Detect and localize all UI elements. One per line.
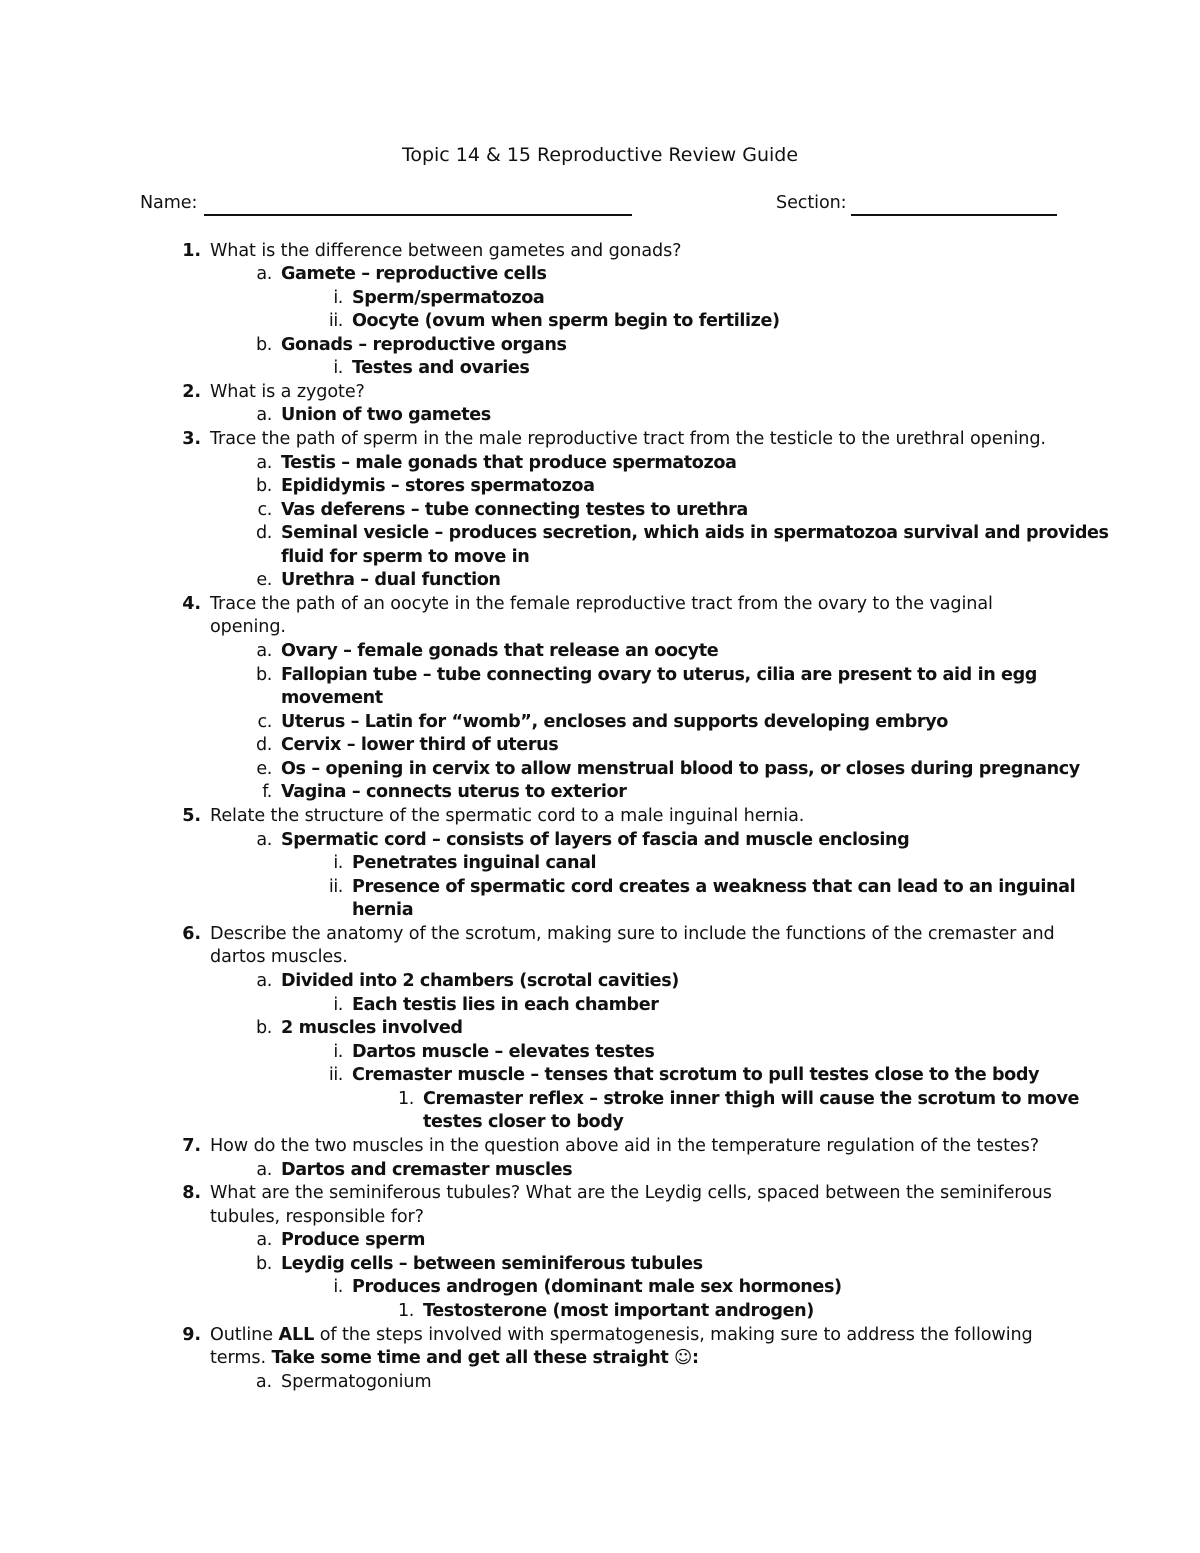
- list-marker: ii.: [328, 1065, 343, 1085]
- item-text: Gonads – reproductive organs: [281, 335, 567, 355]
- list-marker: 2.: [182, 382, 201, 402]
- outline-item: [256, 829, 910, 853]
- item-text: Testosterone (most important androgen): [423, 1301, 814, 1321]
- item-text: Dartos and cremaster muscles: [281, 1160, 573, 1180]
- list-marker: i.: [333, 1042, 343, 1062]
- list-marker: a.: [256, 405, 272, 425]
- item-text: Vas deferens – tube connecting testes to urethra: [281, 500, 748, 520]
- item-text: terms. Take some time and get all these straight ☺:: [210, 1348, 699, 1368]
- item-text: tubules, responsible for?: [210, 1207, 424, 1227]
- item-text: Cervix – lower third of uterus: [281, 735, 559, 755]
- outline-item: [256, 1229, 426, 1253]
- list-marker: a.: [256, 1160, 272, 1180]
- list-marker: 4.: [182, 594, 201, 614]
- list-marker: ii.: [328, 311, 343, 331]
- item-text: Sperm/spermatozoa: [352, 288, 545, 308]
- item-text: Leydig cells – between seminiferous tubules: [281, 1254, 703, 1274]
- list-marker: d.: [256, 523, 272, 543]
- outline-item: [257, 499, 748, 523]
- item-text: Dartos muscle – elevates testes: [352, 1042, 655, 1062]
- outline-item: [256, 640, 719, 664]
- outline-item: [333, 287, 545, 311]
- list-marker: 6.: [182, 924, 201, 944]
- outline-item: [256, 758, 1080, 782]
- item-text: What are the seminiferous tubules? What are the Leydig cells, spaced between the seminiferous: [210, 1183, 1052, 1203]
- item-text: Cremaster muscle – tenses that scrotum to pull testes close to the body: [352, 1065, 1040, 1085]
- item-text: Union of two gametes: [281, 405, 491, 425]
- item-text: Fallopian tube – tube connecting ovary to uterus, cilia are present to aid in egg: [281, 665, 1037, 685]
- list-marker: b.: [256, 665, 272, 685]
- list-marker: a.: [256, 641, 272, 661]
- outline-item: [182, 1324, 1033, 1348]
- list-marker: 8.: [182, 1183, 201, 1203]
- outline-item-continuation: [352, 899, 413, 923]
- item-text: Produces androgen (dominant male sex hormones): [352, 1277, 842, 1297]
- outline-item: [398, 1300, 814, 1324]
- outline-item: [182, 381, 365, 405]
- item-text: Outline ALL of the steps involved with spermatogenesis, making sure to address the following: [210, 1325, 1033, 1345]
- outline-item: [333, 852, 597, 876]
- outline-item: [182, 1135, 1039, 1159]
- list-marker: c.: [257, 500, 272, 520]
- outline-item: [182, 805, 805, 829]
- outline-item: [256, 1017, 463, 1041]
- item-text: Urethra – dual function: [281, 570, 501, 590]
- item-text: dartos muscles.: [210, 947, 348, 967]
- outline-item: [256, 475, 595, 499]
- outline-item: [256, 1253, 703, 1277]
- outline-item: [182, 240, 682, 264]
- item-text: opening.: [210, 617, 286, 637]
- item-text: Penetrates inguinal canal: [352, 853, 597, 873]
- outline-item-continuation: [210, 1206, 424, 1230]
- item-text: Os – opening in cervix to allow menstrual blood to pass, or closes during pregnancy: [281, 759, 1080, 779]
- item-text: Ovary – female gonads that release an oocyte: [281, 641, 719, 661]
- item-text: Each testis lies in each chamber: [352, 995, 659, 1015]
- item-text: How do the two muscles in the question above aid in the temperature regulation of the testes?: [210, 1136, 1039, 1156]
- list-marker: b.: [256, 335, 272, 355]
- outline-item: [398, 1088, 1080, 1112]
- item-text: movement: [281, 688, 383, 708]
- item-text: Presence of spermatic cord creates a weakness that can lead to an inguinal: [352, 877, 1076, 897]
- outline-item: [333, 994, 659, 1018]
- section-label: Section:: [776, 193, 847, 213]
- item-text: Gamete – reproductive cells: [281, 264, 547, 284]
- item-text: Cremaster reflex – stroke inner thigh will cause the scrotum to move: [423, 1089, 1080, 1109]
- outline-item: [256, 522, 1109, 546]
- item-text: Spermatogonium: [281, 1372, 432, 1392]
- list-marker: a.: [256, 971, 272, 991]
- outline-item-continuation: [281, 687, 383, 711]
- outline-item: [182, 923, 1055, 947]
- list-marker: d.: [256, 735, 272, 755]
- outline-item: [262, 781, 627, 805]
- outline-item: [333, 1276, 842, 1300]
- outline-item: [256, 334, 567, 358]
- outline-item-continuation: [210, 946, 348, 970]
- list-marker: a.: [256, 1230, 272, 1250]
- outline-item: [257, 711, 948, 735]
- outline-item: [256, 263, 547, 287]
- list-marker: b.: [256, 1254, 272, 1274]
- list-marker: i.: [333, 1277, 343, 1297]
- item-text: Uterus – Latin for “womb”, encloses and supports developing embryo: [281, 712, 948, 732]
- list-marker: 7.: [182, 1136, 201, 1156]
- item-text: Trace the path of an oocyte in the female reproductive tract from the ovary to the vaginal: [210, 594, 993, 614]
- page-title: Topic 14 & 15 Reproductive Review Guide: [401, 144, 799, 166]
- outline-item: [182, 593, 993, 617]
- item-text: Testes and ovaries: [352, 358, 530, 378]
- outline-item: [256, 970, 679, 994]
- item-text: Epididymis – stores spermatozoa: [281, 476, 595, 496]
- item-text: Divided into 2 chambers (scrotal cavities): [281, 971, 679, 991]
- item-text: Oocyte (ovum when sperm begin to fertilize): [352, 311, 780, 331]
- outline-item: [182, 428, 1046, 452]
- item-text: Seminal vesicle – produces secretion, which aids in spermatozoa survival and provides: [281, 523, 1109, 543]
- item-text: What is a zygote?: [210, 382, 365, 402]
- list-marker: 9.: [182, 1325, 201, 1345]
- item-text: Describe the anatomy of the scrotum, making sure to include the functions of the cremaster and: [210, 924, 1055, 944]
- name-blank-line: [204, 214, 632, 216]
- list-marker: e.: [256, 759, 272, 779]
- section-blank-line: [851, 214, 1057, 216]
- name-label: Name:: [140, 193, 198, 213]
- item-text: Trace the path of sperm in the male reproductive tract from the testicle to the urethral opening.: [210, 429, 1046, 449]
- outline-item-continuation: [210, 616, 286, 640]
- list-marker: f.: [262, 782, 272, 802]
- list-marker: 5.: [182, 806, 201, 826]
- item-text: testes closer to body: [423, 1112, 624, 1132]
- outline-item-continuation: [281, 546, 529, 570]
- item-text: fluid for sperm to move in: [281, 547, 530, 567]
- list-marker: i.: [333, 853, 343, 873]
- list-marker: a.: [256, 453, 272, 473]
- outline-item: [256, 1159, 573, 1183]
- list-marker: 1.: [398, 1301, 414, 1321]
- list-marker: e.: [256, 570, 272, 590]
- outline-item: [182, 1182, 1052, 1206]
- outline-item: [328, 876, 1076, 900]
- item-text: Testis – male gonads that produce spermatozoa: [281, 453, 737, 473]
- list-marker: 1.: [398, 1089, 414, 1109]
- outline-item: [328, 310, 780, 334]
- outline-item: [256, 569, 501, 593]
- list-marker: a.: [255, 1372, 272, 1392]
- list-marker: ii.: [328, 877, 343, 897]
- list-marker: 1.: [182, 241, 201, 261]
- list-marker: b.: [256, 476, 272, 496]
- list-marker: b.: [256, 1018, 272, 1038]
- list-marker: a.: [256, 264, 272, 284]
- item-text: Spermatic cord – consists of layers of fascia and muscle enclosing: [281, 830, 910, 850]
- outline-item: [255, 1371, 432, 1395]
- item-text: Vagina – connects uterus to exterior: [281, 782, 627, 802]
- outline-item: [333, 357, 530, 381]
- item-text: Relate the structure of the spermatic cord to a male inguinal hernia.: [210, 806, 805, 826]
- item-text: What is the difference between gametes and gonads?: [210, 241, 682, 261]
- outline-item: [256, 664, 1037, 688]
- list-marker: a.: [256, 830, 272, 850]
- list-marker: i.: [333, 358, 343, 378]
- item-text: Produce sperm: [281, 1230, 426, 1250]
- outline-item: [333, 1041, 655, 1065]
- outline-item: [256, 452, 737, 476]
- outline-item: [256, 404, 491, 428]
- item-text: hernia: [352, 900, 414, 920]
- outline-item-continuation: [210, 1347, 699, 1371]
- item-text: 2 muscles involved: [281, 1018, 463, 1038]
- list-marker: c.: [257, 712, 272, 732]
- outline-item: [328, 1064, 1040, 1088]
- outline-item: [256, 734, 559, 758]
- outline-item-continuation: [423, 1111, 623, 1135]
- list-marker: i.: [333, 288, 343, 308]
- list-marker: i.: [333, 995, 343, 1015]
- list-marker: 3.: [182, 429, 201, 449]
